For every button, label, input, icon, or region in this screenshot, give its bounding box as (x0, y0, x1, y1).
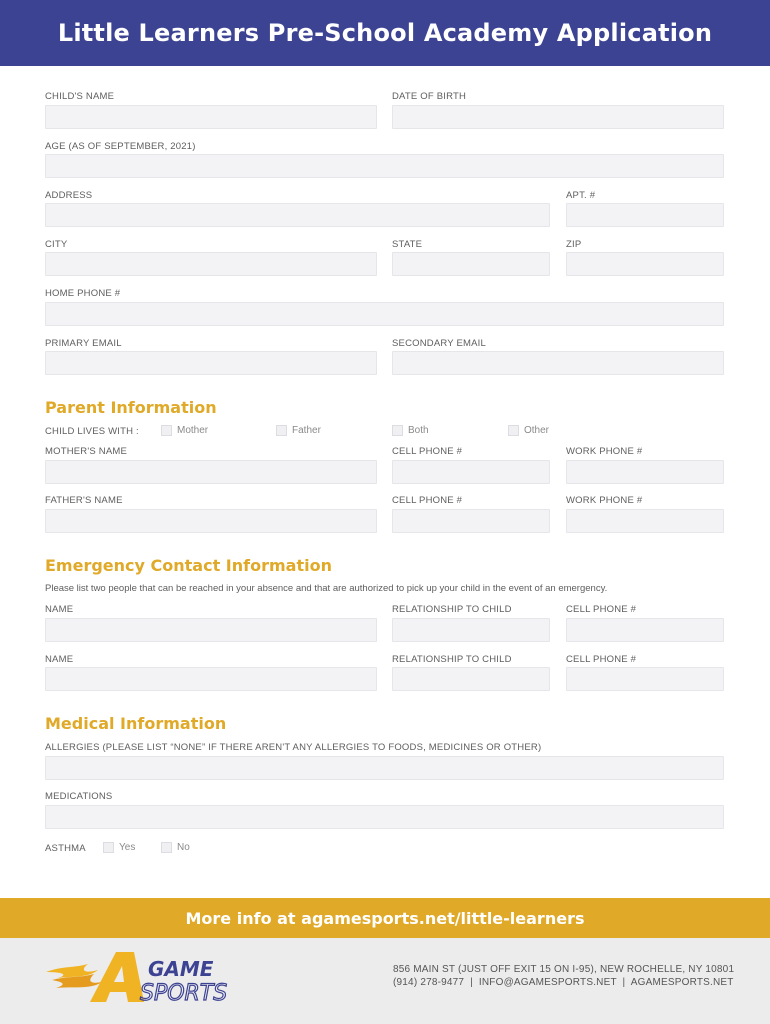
form-header (0, 0, 770, 66)
mother-option-label: Mother (177, 425, 209, 436)
childs-name-label: CHILD'S NAME (45, 91, 115, 102)
child-lives-with-label: CHILD LIVES WITH : (45, 426, 139, 437)
mother-checkbox[interactable] (161, 425, 172, 436)
a-game-sports-logo (44, 946, 254, 1008)
home-phone-label: HOME PHONE # (45, 288, 121, 299)
other-option-label: Other (524, 425, 550, 436)
mother-cell-phone-label: CELL PHONE # (392, 446, 463, 457)
medical-information-heading: Medical Information (45, 714, 227, 733)
father-cell-phone-field[interactable] (392, 509, 550, 533)
logo-game-text: GAME (148, 957, 214, 981)
form-title: Little Learners Pre-School Academy Application (57, 19, 713, 47)
mother-work-phone-label: WORK PHONE # (566, 446, 643, 457)
logo-letter-a (90, 952, 144, 1002)
asthma-yes-label: Yes (119, 842, 136, 853)
emergency-name-2-field[interactable] (45, 667, 377, 691)
emergency-relationship-2-field[interactable] (392, 667, 550, 691)
emergency-name-2-label: NAME (45, 654, 74, 665)
allergies-field[interactable] (45, 756, 724, 780)
medications-label: MEDICATIONS (45, 791, 113, 802)
secondary-email-label: SECONDARY EMAIL (392, 338, 486, 349)
fathers-name-field[interactable] (45, 509, 377, 533)
emergency-contact-heading: Emergency Contact Information (45, 556, 332, 575)
state-field[interactable] (392, 252, 550, 276)
date-of-birth-field[interactable] (392, 105, 724, 129)
home-phone-field[interactable] (45, 302, 724, 326)
footer-address (393, 963, 734, 989)
father-checkbox[interactable] (276, 425, 287, 436)
emergency-relationship-2-label: RELATIONSHIP TO CHILD (392, 654, 512, 665)
other-checkbox[interactable] (508, 425, 519, 436)
emergency-note: Please list two people that can be reached in your absence and that are authorized to pick up your child in the event of an emergency. (45, 583, 608, 594)
apt-label: APT. # (566, 190, 596, 201)
allergies-label: ALLERGIES (PLEASE LIST “NONE” IF THERE AREN'T ANY ALLERGIES TO FOODS, MEDICINES OR OTHER) (45, 742, 542, 753)
city-label: CITY (45, 239, 68, 250)
asthma-no-label: No (177, 842, 190, 853)
state-label: STATE (392, 239, 423, 250)
more-info-banner (0, 898, 770, 938)
asthma-yes-checkbox[interactable] (103, 842, 114, 853)
asthma-label: ASTHMA (45, 843, 86, 854)
date-of-birth-label: DATE OF BIRTH (392, 91, 467, 102)
mothers-name-field[interactable] (45, 460, 377, 484)
both-checkbox[interactable] (392, 425, 403, 436)
primary-email-field[interactable] (45, 351, 377, 375)
address-label: ADDRESS (45, 190, 93, 201)
emergency-name-1-field[interactable] (45, 618, 377, 642)
primary-email-label: PRIMARY EMAIL (45, 338, 122, 349)
mother-cell-phone-field[interactable] (392, 460, 550, 484)
logo-sports-text: SPORTS (140, 981, 228, 1006)
secondary-email-field[interactable] (392, 351, 724, 375)
emergency-relationship-1-label: RELATIONSHIP TO CHILD (392, 604, 512, 615)
medications-field[interactable] (45, 805, 724, 829)
address-field[interactable] (45, 203, 550, 227)
apt-field[interactable] (566, 203, 724, 227)
logo-graphic (44, 946, 254, 1008)
parent-information-heading: Parent Information (45, 398, 217, 417)
emergency-cell-1-label: CELL PHONE # (566, 604, 637, 615)
more-info-text: More info at agamesports.net/little-learners (185, 908, 585, 928)
footer-contact-line: (914) 278-9477 | INFO@AGAMESPORTS.NET | AGAMESPORTS.NET (393, 977, 734, 988)
emergency-cell-2-field[interactable] (566, 667, 724, 691)
city-field[interactable] (45, 252, 377, 276)
both-option-label: Both (408, 425, 429, 436)
mothers-name-label: MOTHER'S NAME (45, 446, 128, 457)
footer-address-line-1: 856 MAIN ST (JUST OFF EXIT 15 ON I-95), NEW ROCHELLE, NY 10801 (393, 964, 735, 975)
zip-label: ZIP (566, 239, 582, 250)
emergency-cell-2-label: CELL PHONE # (566, 654, 637, 665)
fathers-name-label: FATHER'S NAME (45, 495, 123, 506)
mother-work-phone-field[interactable] (566, 460, 724, 484)
father-cell-phone-label: CELL PHONE # (392, 495, 463, 506)
father-work-phone-label: WORK PHONE # (566, 495, 643, 506)
childs-name-field[interactable] (45, 105, 377, 129)
age-label: AGE (AS OF SEPTEMBER, 2021) (45, 141, 196, 152)
emergency-relationship-1-field[interactable] (392, 618, 550, 642)
emergency-cell-1-field[interactable] (566, 618, 724, 642)
asthma-no-checkbox[interactable] (161, 842, 172, 853)
emergency-name-1-label: NAME (45, 604, 74, 615)
father-option-label: Father (292, 425, 321, 436)
zip-field[interactable] (566, 252, 724, 276)
father-work-phone-field[interactable] (566, 509, 724, 533)
age-field[interactable] (45, 154, 724, 178)
